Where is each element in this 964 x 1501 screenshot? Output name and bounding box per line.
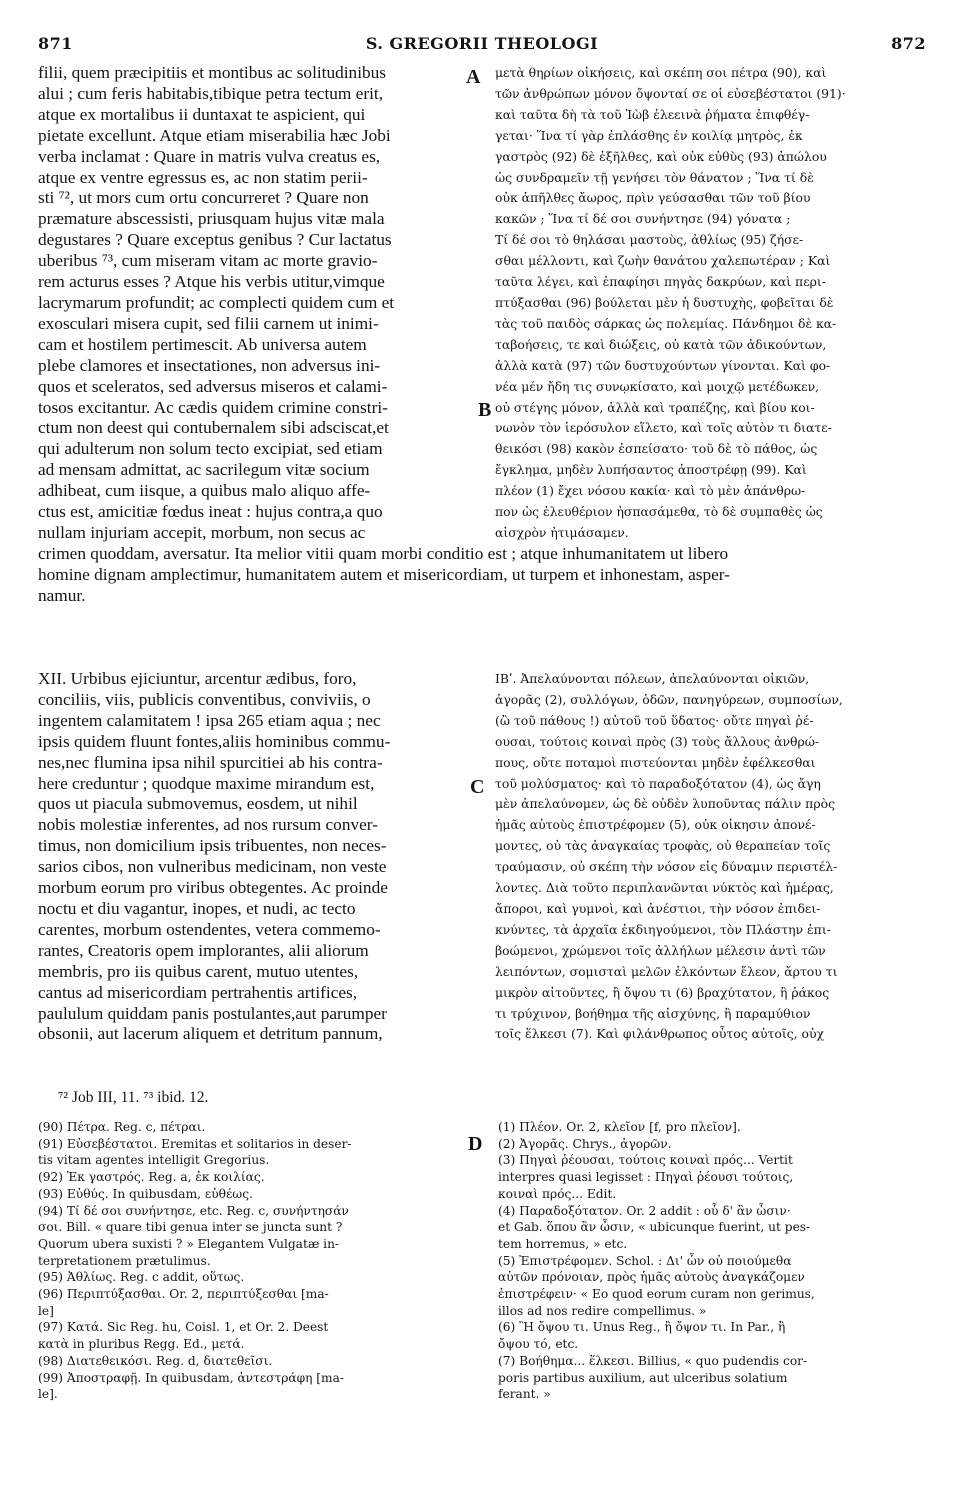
text-line: tis vitam agentes intelligit Gregorius. [38, 1153, 270, 1168]
text-line: θεικόσι (98) κακὸν ἐσπείσατο· τοῦ δὲ τὸ πάθος, ὡς [495, 441, 818, 457]
text-line: (92) Ἐκ γαστρός. Reg. a, ἐκ κοιλίας. [38, 1170, 265, 1185]
text-line: γεται· Ἵνα τί γὰρ ἐπλάσθης ἐν κοιλίᾳ μητρὸς, ἐκ [495, 127, 803, 143]
text-line: ουσαι, τούτοις κοιναὶ πρὸς (3) τοὺς ἄλλους ἀνθρώ- [495, 733, 820, 749]
text-line: (99) Ἀποστραφῇ. In quibusdam, ἀντεστράφη [ma- [38, 1370, 345, 1385]
right-page-number: 872 [891, 34, 926, 53]
latin-column-top [38, 63, 481, 544]
latin-full-width-text [38, 544, 928, 607]
text-line: μικρὸν αἰτοῦντες, ἢ ὄψου τι (6) βραχύτατον, ἢ ῥάκος [495, 984, 830, 1000]
footnotes-left [38, 1119, 463, 1403]
text-line: τι τρύχινον, βοήθημα τῆς αἰσχύνης, ἢ παραμύθιον [495, 1005, 811, 1021]
text-line: XII. Urbibus ejiciuntur, arcentur ædibus, foro, [38, 669, 357, 688]
text-line: (4) Παραδοξότατον. Or. 2 addit : οὗ δ' ἂν ὦσιν· [498, 1203, 791, 1218]
text-line: κοιναὶ πρός... Edit. [498, 1186, 617, 1201]
text-line: morbum eorum pro viribus obtegentes. Ac proinde [38, 878, 388, 898]
section-marker-d: D [468, 1133, 483, 1155]
text-line: poris partibus auxilium, aut ulceribus solatium [498, 1370, 788, 1385]
text-line: carentes, morbum ostendentes, vetera commemo- [38, 919, 381, 939]
text-line: sarios cibos, non vulneribus medicinam, non veste [38, 857, 387, 877]
text-line: homine dignam amplectimur, humanitatem autem et misericordiam, ut turpem et inhonestam, asper- [38, 564, 730, 584]
text-line: ταῦτα λέγει, καὶ ἐπαφίησι πηγὰς δακρύων, καὶ περι- [495, 274, 826, 290]
text-line: alui ; cum feris habitabis,tibique petra tectum erit, [38, 83, 384, 103]
text-line: sti ⁷², ut mors cum ortu concurreret ? Quare non [38, 188, 369, 208]
text-line: Quorum ubera suxisti ? » Elegantem Vulgatæ in- [38, 1236, 340, 1251]
text-line: (96) Περιπτύξασθαι. Or. 2, περιπτύξεσθαι [ma- [38, 1287, 329, 1302]
text-line: obsonii, aut lacerum aliquem et detritum pannum, [38, 1024, 383, 1044]
text-line: αἰσχρὸν ἠτιμάσαμεν. [495, 524, 629, 540]
text-line: ΙΒʹ. Ἀπελαύνονται πόλεων, ἀπελαύνονται οἰκιῶν, [495, 671, 810, 686]
text-line: ipsis quidem fluunt fontes,aliis hominibus commu- [38, 731, 391, 751]
text-line: (91) Εὐσεβέστατοι. Eremitas et solitarios in deser- [38, 1136, 352, 1151]
text-line: ad mensam admittat, ac sacrilegum vitæ socium [38, 460, 370, 480]
text-line: ἡμᾶς αὐτοὺς ἐπιστρέφομεν (5), οὐκ οἰκησιν ἀπονέ- [495, 817, 816, 833]
text-line: le] [38, 1303, 54, 1318]
text-line: cantus ad misericordiam pertrahentis artifices, [38, 982, 358, 1002]
text-line: οὐκ ἀπῆλθες ἄωρος, πρὶν γεύσασθαι τῶν τοῦ βίου [495, 190, 811, 206]
text-line: rantes, Creatoris opem implorantes, alii aliorum [38, 940, 369, 960]
text-line: τὰς τοῦ παιδὸς σάρκας ὡς πολεμίας. Πάνδημοι δὲ κα- [495, 315, 837, 331]
section-marker-c: C [470, 776, 485, 798]
text-line: κατὰ in pluribus Regg. Ed., μετά. [38, 1337, 245, 1352]
text-line: crimen quoddam, aversatur. Ita melior vitii quam morbi conditio est ; atque inhumanitatem ut libero [38, 544, 729, 563]
text-line: illos ad nos redire compellimus. » [498, 1303, 707, 1318]
text-line: (93) Εὐθύς. In quibusdam, εὐθέως. [38, 1186, 253, 1201]
text-line: ἔγκλημα, μηδὲν λυπήσαντος ἀποστρέφῃ (99). Καὶ [495, 462, 807, 478]
text-line: le]. [38, 1387, 58, 1402]
section-marker-b: B [478, 399, 492, 421]
text-line: πλέον (1) ἔχει νόσου κακία· καὶ τὸ μὲν ἀπάνθρω- [495, 483, 806, 499]
text-line: (1) Πλέον. Or. 2, κλεῖον [f, pro πλεῖον]. [498, 1120, 741, 1134]
text-line: σθαι μέλλοντι, καὶ ζωὴν θανάτου χαλεπωτέραν ; Καὶ [495, 253, 831, 269]
text-line: πους, οὔτε ποταμοὶ πιστεύονται μηδὲν ἐφέλκεσθαι [495, 754, 816, 770]
text-line: πτύξασθαι (96) βούλεται μὲν ἡ δυστυχὴς, φοβεῖται δὲ [495, 294, 834, 310]
text-line: adhibeat, cum iisque, a quibus malo aliquo affe- [38, 481, 371, 501]
text-line: namur. [38, 585, 86, 605]
text-line: ctum non deest qui contubernalem sibi adsciscat,et [38, 418, 389, 438]
text-line: exosculari misera cupit, sed filii carnem ut inimi- [38, 313, 379, 333]
text-line: verba inclamat : Quare in matris vulva creatus es, [38, 146, 381, 166]
text-line: ἀλλὰ κατὰ (97) τῶν δυστυχούντων γίνονται. Καὶ φο- [495, 357, 831, 373]
text-line: atque ex mortalibus ii duntaxat te aspicient, qui [38, 104, 366, 124]
text-line: ὄψου τό, etc. [498, 1337, 579, 1352]
text-line: (2) Ἀγορᾶς. Chrys., ἀγορῶν. [498, 1136, 672, 1151]
text-line: (3) Πηγαὶ ῥέουσαι, τούτοις κοιναὶ πρός... Vertit [498, 1153, 793, 1168]
text-line: præmature abscessisti, priusquam hujus vitæ mala [38, 209, 385, 229]
text-line: ταβοήσεις, τε καὶ διώξεις, οὐ κατὰ τῶν ἀδικούντων, [495, 336, 827, 352]
text-line: atque ex ventre egressus es, ac non statim perii- [38, 167, 368, 187]
text-line: interpres quasi legisset : Πηγαὶ ῥέουσι τούτοις, [498, 1170, 794, 1185]
text-line: καὶ ταῦτα δὴ τὰ τοῦ Ἰὼβ ἐλεεινὰ ῥήματα ἐπιφθέγ- [495, 106, 810, 122]
text-line: timus, non domicilium ipsis tribuentes, non neces- [38, 836, 387, 856]
text-line: μοντες, οὐ τὰς ἀναγκαίας τροφὰς, οὐ θεραπείαν τοῖς [495, 838, 831, 854]
greek-column-middle [495, 669, 930, 1045]
text-line: terpretationem prætulimus. [38, 1253, 211, 1268]
text-line: ἄποροι, καὶ γυμνοὶ, καὶ ἀνέστιοι, τὴν νόσον ἐπιδει- [495, 900, 821, 916]
text-line: paululum quiddam panis postulantes,aut parumper [38, 1003, 387, 1023]
text-line: πον ὡς ἐλευθέριον ἠσπασάμεθα, τὸ δὲ συμπαθὲς ὡς [495, 504, 823, 520]
section-marker-a: A [466, 66, 481, 88]
text-line: (97) Κατά. Sic Reg. hu, Coisl. 1, et Or. 2. Deest [38, 1320, 329, 1335]
text-line: nes,nec flumina ipsa nihil spurcitiei ab his contra- [38, 752, 383, 772]
text-line: (94) Τί δέ σοι συνήντησε, etc. Reg. c, συνήντησάν [38, 1203, 349, 1218]
text-line: (5) Ἐπιστρέφομεν. Schol. : Δι' ὧν οὐ ποιούμεθα [498, 1253, 792, 1268]
text-line: tem horremus, » etc. [498, 1236, 628, 1251]
text-line: Τί δέ σοι τὸ θηλάσαι μαστοὺς, ἀθλίως (95) ζήσε- [495, 232, 804, 248]
text-line: ὡς συνδραμεῖν τῇ γενήσει τὸν θάνατον ; Ἵνα τί δὲ [495, 169, 814, 185]
text-line: τῶν ἀνθρώπων μόνον ὄψονταί σε οἱ εὐσεβέστατοι (91)· [495, 85, 846, 101]
text-line: (6) Ἢ ὄψου τι. Unus Reg., ἢ ὄψον τι. In Par., ἢ [498, 1320, 786, 1335]
text-line: plebe clamores et insectationes, non adversus ini- [38, 355, 381, 375]
text-line: cam et hostilem pertimescit. Ab universa autem [38, 334, 367, 354]
text-line: uberibus ⁷³, cum miseram vitam ac morte gravio- [38, 251, 378, 271]
text-line: τραύμασιν, οὐ σκέπη τὴν νόσον εἰς δύναμιν περιστέλ- [495, 859, 838, 875]
text-line: quos et sceleratos, sed adversus miseros et calami- [38, 376, 388, 396]
text-line: νέα μέν ἤδη τις συνῳκίσατο, καὶ μοιχῷ μετέδωκεν, [495, 378, 820, 394]
text-line: γαστρὸς (92) δὲ ἐξῆλθες, καὶ οὐκ εὐθὺς (93) ἀπώλου [495, 148, 827, 164]
text-line: ἀγορᾶς (2), συλλόγων, ὁδῶν, πανηγύρεων, συμποσίων, [495, 691, 843, 707]
running-title: S. GREGORII THEOLOGI [365, 34, 599, 53]
text-line: μὲν ἀπελαύνομεν, ὡς δὲ οὐδὲν λυποῦντας πάλιν πρὸς [495, 796, 836, 812]
text-line: νωνὸν τὸν ἱερόσυλον εἵλετο, καὶ τοῖς αὐτὸν τι διατε- [495, 420, 832, 436]
text-line: (ὢ τοῦ πάθους !) αὐτοῦ τοῦ ὕδατος· οὔτε πηγαὶ ῥέ- [495, 712, 814, 728]
text-line: σοι. Bill. « quare tibi genua inter se juncta sunt ? [38, 1220, 343, 1235]
latin-column-middle [38, 669, 478, 1045]
text-line: membris, pro iis quibus carent, mutuo utentes, [38, 961, 359, 981]
text-line: τοῦ μολύσματος· καὶ τὸ παραδοξότατον (4), ὡς ἄγη [495, 775, 821, 791]
text-line: et Gab. ὅπου ἂν ὦσιν, « ubicunque fuerint, ut pes- [498, 1220, 811, 1235]
left-page-number: 871 [38, 34, 73, 53]
text-line: (7) Βοήθημα... ἕλκεσι. Billius, « quo pudendis cor- [498, 1353, 808, 1368]
text-line: οὐ στέγης μόνον, ἀλλὰ καὶ τραπέζης, καὶ βίου κοι- [495, 399, 815, 415]
text-line: rem acturus esses ? Atque his verbis utitur,vimque [38, 272, 385, 292]
text-line: conciliis, viis, publicis conventibus, conviviis, o [38, 689, 371, 709]
text-line: μετὰ θηρίων οἰκήσεις, καὶ σκέπη σοι πέτρα (90), καὶ [495, 65, 827, 80]
text-line: here creduntur ; quodque maxime mirandum est, [38, 773, 375, 793]
text-line: quos ut piacula submovemus, eosdem, ut nihil [38, 794, 358, 814]
text-line: κακῶν ; Ἵνα τί δέ σοι συνήντησε (94) γόνατα ; [495, 211, 791, 227]
text-line: κνύντες, τὰ ἀρχαῖα ἐκδιηγούμενοι, τὸν Πλάστην ἐπι- [495, 921, 831, 937]
text-line: αὐτῶν πρόνοιαν, πρὸς ἡμᾶς αὐτοὺς ἀναγκάζομεν [498, 1270, 805, 1285]
text-line: tosos excitantur. Ac cædis quidem crimine constri- [38, 397, 388, 417]
text-line: ctus est, amicitiæ fœdus ineat : hujus contra,a quo [38, 502, 383, 522]
text-line: ferant. » [498, 1387, 551, 1402]
text-line: βοώμενοι, χρώμενοι τοῖς ἀλλήλων μέλεσιν ἀντὶ τῶν [495, 942, 826, 958]
text-line: λειπόντων, σομισταὶ μελῶν ἑλκόντων ἔλεον, ἄρτου τι [495, 963, 838, 979]
footnotes-right [498, 1119, 928, 1403]
text-line: qui adulterum non solum tecto excipiat, sed etiam [38, 439, 383, 459]
text-line: ingentem calamitatem ! ipsa 265 etiam aqua ; nec [38, 710, 381, 730]
text-line: degustares ? Quare exceptus genibus ? Cur lactatus [38, 230, 392, 250]
text-line: λοντες. Διὰ τοῦτο περιπλανῶνται νύκτὸς καὶ ἡμέρας, [495, 880, 834, 896]
greek-column-top [495, 63, 930, 544]
text-line: (95) Ἀθλίως. Reg. c addit, οὕτως. [38, 1270, 245, 1285]
text-line: lacrymarum profundit; ac complecti quidem cum et [38, 292, 395, 312]
text-line: filii, quem præcipitiis et montibus ac solitudinibus [38, 63, 387, 82]
text-line: τοῖς ἕλκεσι (7). Καὶ φιλάνθρωπος οὗτος αὐτοῖς, οὐχ [495, 1026, 825, 1042]
scripture-references: ⁷² Job III, 11. ⁷³ ibid. 12. [58, 1089, 209, 1106]
text-line: nullam injuriam accepit, morbum, non secus ac [38, 522, 366, 542]
text-line: noctu et diu vagantur, inopes, et nudi, ac tecto [38, 898, 356, 918]
text-line: (90) Πέτρα. Reg. c, πέτραι. [38, 1120, 206, 1134]
text-line: ἐπιστρέφειν· « Eo quod eorum curam non gerimus, [498, 1287, 815, 1302]
text-line: pietate excellunt. Atque etiam miserabilia hæc Jobi [38, 125, 391, 145]
text-line: (98) Διατεθεικόσι. Reg. d, διατεθεῖσι. [38, 1353, 273, 1368]
text-line: nobis molestiæ inferentes, ad nos rursum conver- [38, 815, 378, 835]
